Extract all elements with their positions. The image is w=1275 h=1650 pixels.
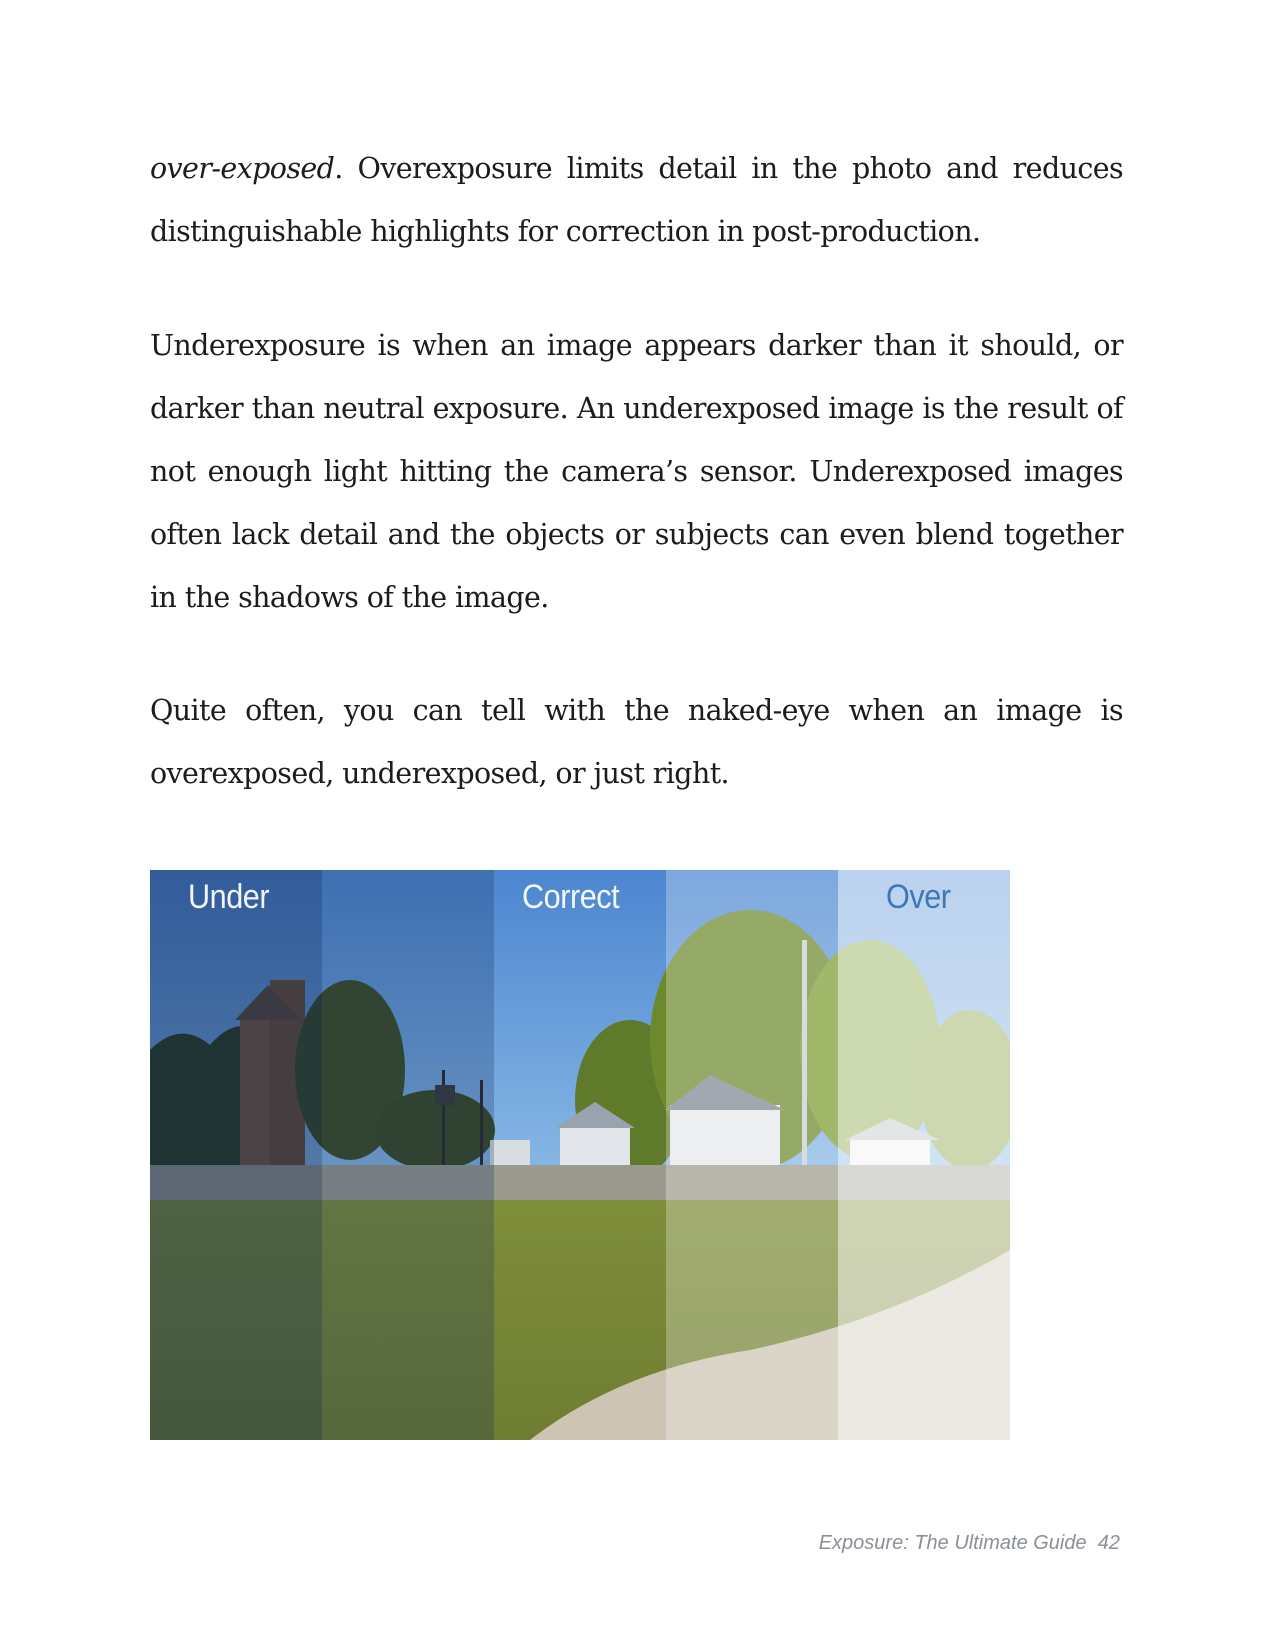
paragraph-overexposure-continued [150, 137, 1123, 263]
label-under: Under [188, 878, 270, 916]
footer-page-number: 42 [1097, 1532, 1120, 1554]
footer-book-title: Exposure: The Ultimate Guide [818, 1532, 1087, 1554]
label-over: Over [886, 878, 951, 916]
paragraph-text: . Overexposure limits detail in the photo and reduces distinguishable highlights for correction in post-production. [150, 152, 1123, 248]
italic-term: over-exposed [150, 152, 335, 185]
label-correct: Correct [522, 878, 620, 916]
paragraph-naked-eye: Quite often, you can tell with the naked-eye when an image is overexposed, underexposed, or just right. [150, 694, 1123, 790]
page-footer [819, 1532, 1120, 1555]
exposure-comparison-photo [150, 870, 1010, 1440]
landscape-scene-illustration [150, 870, 1010, 1440]
paragraph-underexposure: Underexposure is when an image appears darker than it should, or darker than neutral exposure. An underexposed image is the result of not enough light hitting the camera’s sensor. Underexposed images often lack detail and the objects or subjects can even blend together in the shadows of the image. [150, 329, 1123, 614]
